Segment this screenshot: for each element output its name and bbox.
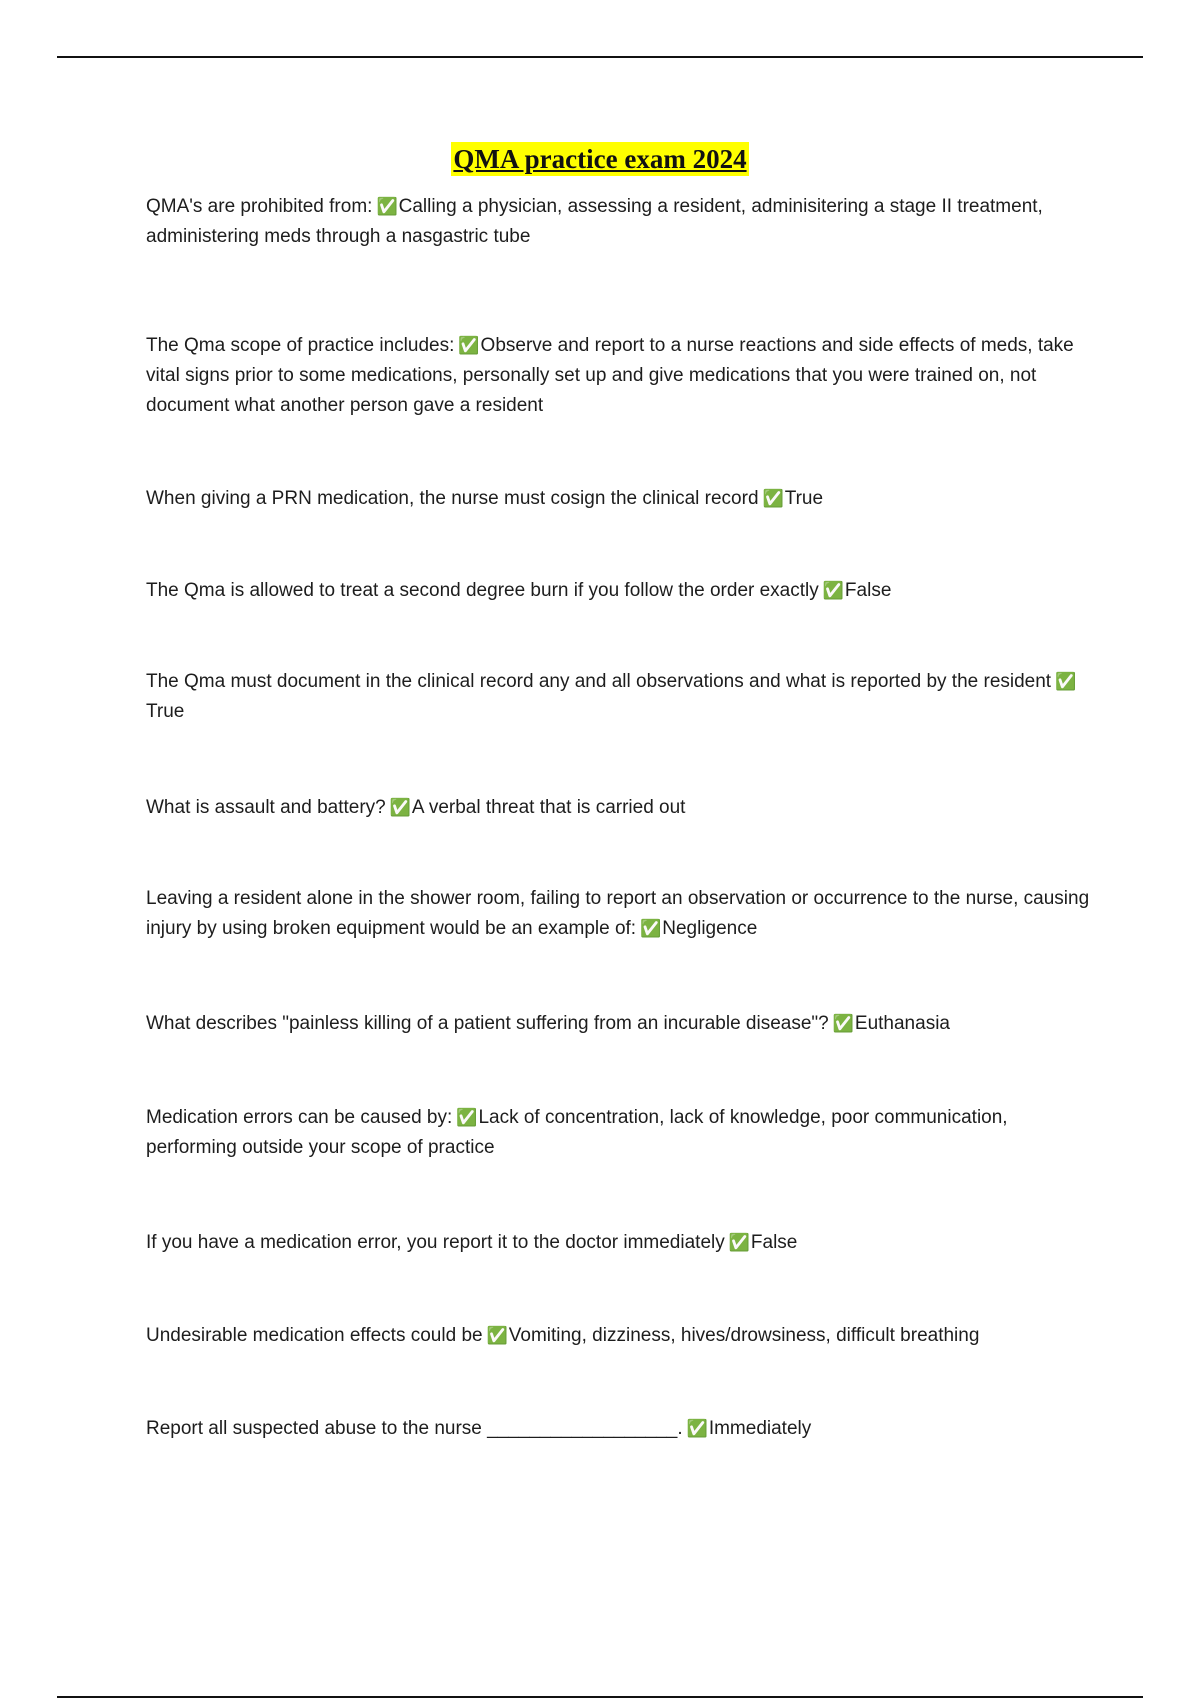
question-text: When giving a PRN medication, the nurse must cosign the clinical record	[146, 488, 759, 509]
check-icon: ✅	[456, 1108, 478, 1128]
answer-text: Vomiting, dizziness, hives/drowsiness, difficult breathing	[508, 1325, 980, 1346]
qa-item-11	[146, 1321, 1096, 1351]
answer-text: Negligence	[662, 918, 758, 939]
question-text: Medication errors can be caused by:	[146, 1107, 453, 1128]
answer-text: True	[146, 701, 185, 722]
answer-text: A verbal threat that is carried out	[411, 797, 686, 818]
answer-text: Lack of concentration, lack of knowledge, poor communication, performing outside your scope of practice	[146, 1107, 1008, 1158]
qa-item-3	[146, 484, 1096, 514]
question-text: Undesirable medication effects could be	[146, 1325, 483, 1346]
page-title: QMA practice exam 2024	[453, 144, 747, 174]
qa-item-10	[146, 1228, 1096, 1258]
qa-item-2	[146, 331, 1096, 421]
check-icon: ✅	[832, 1014, 854, 1034]
check-icon: ✅	[728, 1233, 750, 1253]
qa-item-6	[146, 793, 1096, 823]
answer-text: False	[844, 580, 892, 601]
question-text: The Qma must document in the clinical record any and all observations and what is reported by the resident	[146, 671, 1052, 692]
qa-item-9	[146, 1103, 1096, 1163]
answer-text: Calling a physician, assessing a resident, adminisitering a stage II treatment, administering meds through a nasgastric tube	[146, 196, 1043, 247]
question-text: What describes "painless killing of a patient suffering from an incurable disease"?	[146, 1013, 829, 1034]
check-icon: ✅	[762, 489, 784, 509]
title-container	[0, 142, 1200, 176]
question-text: The Qma scope of practice includes:	[146, 335, 455, 356]
check-icon: ✅	[640, 919, 662, 939]
question-text: Leaving a resident alone in the shower room, failing to report an observation or occurrence to the nurse, causing injury by using broken equipment would be an example of:	[146, 888, 1090, 939]
qa-item-12	[146, 1414, 1096, 1444]
check-icon: ✅	[458, 336, 480, 356]
top-rule	[57, 56, 1143, 58]
check-icon: ✅	[486, 1326, 508, 1346]
question-text: The Qma is allowed to treat a second degree burn if you follow the order exactly	[146, 580, 819, 601]
question-text: QMA's are prohibited from:	[146, 196, 373, 217]
check-icon: ✅	[376, 197, 398, 217]
check-icon: ✅	[1055, 672, 1077, 692]
question-text: If you have a medication error, you report it to the doctor immediately	[146, 1232, 725, 1253]
bottom-rule	[57, 1696, 1143, 1698]
qa-item-7	[146, 884, 1096, 944]
qa-item-5	[146, 667, 1096, 727]
question-text: What is assault and battery?	[146, 797, 386, 818]
answer-text: Immediately	[708, 1418, 812, 1439]
answer-text: False	[750, 1232, 798, 1253]
check-icon: ✅	[822, 581, 844, 601]
check-icon: ✅	[686, 1419, 708, 1439]
qa-item-4	[146, 576, 1096, 606]
qa-item-8	[146, 1009, 1096, 1039]
qa-item-1	[146, 192, 1096, 252]
question-text: Report all suspected abuse to the nurse __________________.	[146, 1418, 683, 1439]
check-icon: ✅	[389, 798, 411, 818]
answer-text: True	[784, 488, 824, 509]
answer-text: Euthanasia	[854, 1013, 950, 1034]
answer-text: Observe and report to a nurse reactions and side effects of meds, take vital signs prior to some medications, personally set up and give medications that you were trained on, not document what another person gave a resident	[146, 335, 1074, 416]
